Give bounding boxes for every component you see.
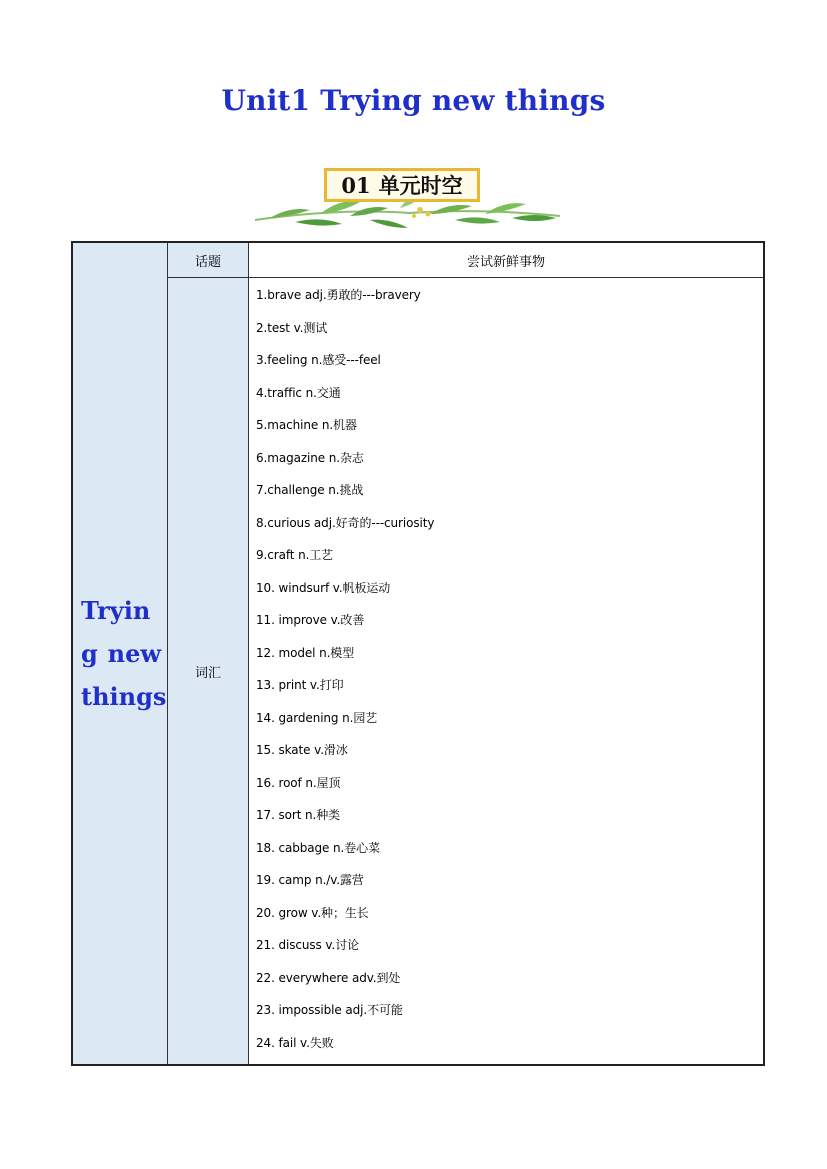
topic-label: 话题 xyxy=(168,242,249,278)
vocab-item: 9.craft n.工艺 xyxy=(256,548,334,562)
vocab-item: 10. windsurf v.帆板运动 xyxy=(256,580,391,595)
topic-row xyxy=(72,242,764,278)
section-banner xyxy=(250,158,570,234)
vocab-item: 6.magazine n.杂志 xyxy=(256,450,364,465)
vocab-label: 词汇 xyxy=(168,278,249,1066)
vocab-list xyxy=(249,278,765,1066)
vocab-item: 18. cabbage n.卷心菜 xyxy=(256,840,380,855)
unit-theme-line: Tryin xyxy=(81,596,151,625)
unit-theme xyxy=(73,589,167,718)
unit-theme-line: things xyxy=(81,682,167,711)
vocab-item: 13. print v.打印 xyxy=(256,678,344,692)
unit-theme-line: g new xyxy=(81,639,161,668)
page-title: Unit1 Trying new things xyxy=(221,84,606,117)
unit-theme-cell xyxy=(72,242,168,1065)
vocab-item: 22. everywhere adv.到处 xyxy=(256,970,401,985)
unit-overview-table xyxy=(71,241,765,1066)
vocab-item: 1.brave adj.勇敢的---bravery xyxy=(256,288,421,302)
vocab-item: 16. roof n.屋顶 xyxy=(256,775,341,790)
vocab-item: 14. gardening n.园艺 xyxy=(256,710,378,725)
vocab-item: 3.feeling n.感受---feel xyxy=(256,353,381,367)
vocab-item: 15. skate v.滑冰 xyxy=(256,743,348,757)
topic-value: 尝试新鲜事物 xyxy=(249,242,765,278)
section-banner-box xyxy=(324,168,480,202)
vocab-item: 11. improve v.改善 xyxy=(256,613,365,627)
vocab-item: 2.test v.测试 xyxy=(256,320,328,335)
vocab-item: 24. fail v.失败 xyxy=(256,1035,334,1050)
vocab-row xyxy=(72,278,764,1066)
vocab-item: 5.machine n.机器 xyxy=(256,418,357,432)
vocab-item: 8.curious adj.好奇的---curiosity xyxy=(256,515,435,530)
section-label: 单元时空 xyxy=(378,174,463,198)
vocab-item: 19. camp n./v.露营 xyxy=(256,873,364,887)
vocab-item: 17. sort n.种类 xyxy=(256,808,341,822)
vocab-item: 7.challenge n.挑战 xyxy=(256,483,364,497)
vocab-item: 20. grow v.种；生长 xyxy=(256,905,369,920)
vocab-item: 21. discuss v.讨论 xyxy=(256,938,360,952)
vocab-item: 12. model n.模型 xyxy=(256,645,355,660)
section-number: 01 xyxy=(341,172,371,198)
vocab-item: 23. impossible adj.不可能 xyxy=(256,1003,403,1017)
vocab-item: 4.traffic n.交通 xyxy=(256,385,341,400)
